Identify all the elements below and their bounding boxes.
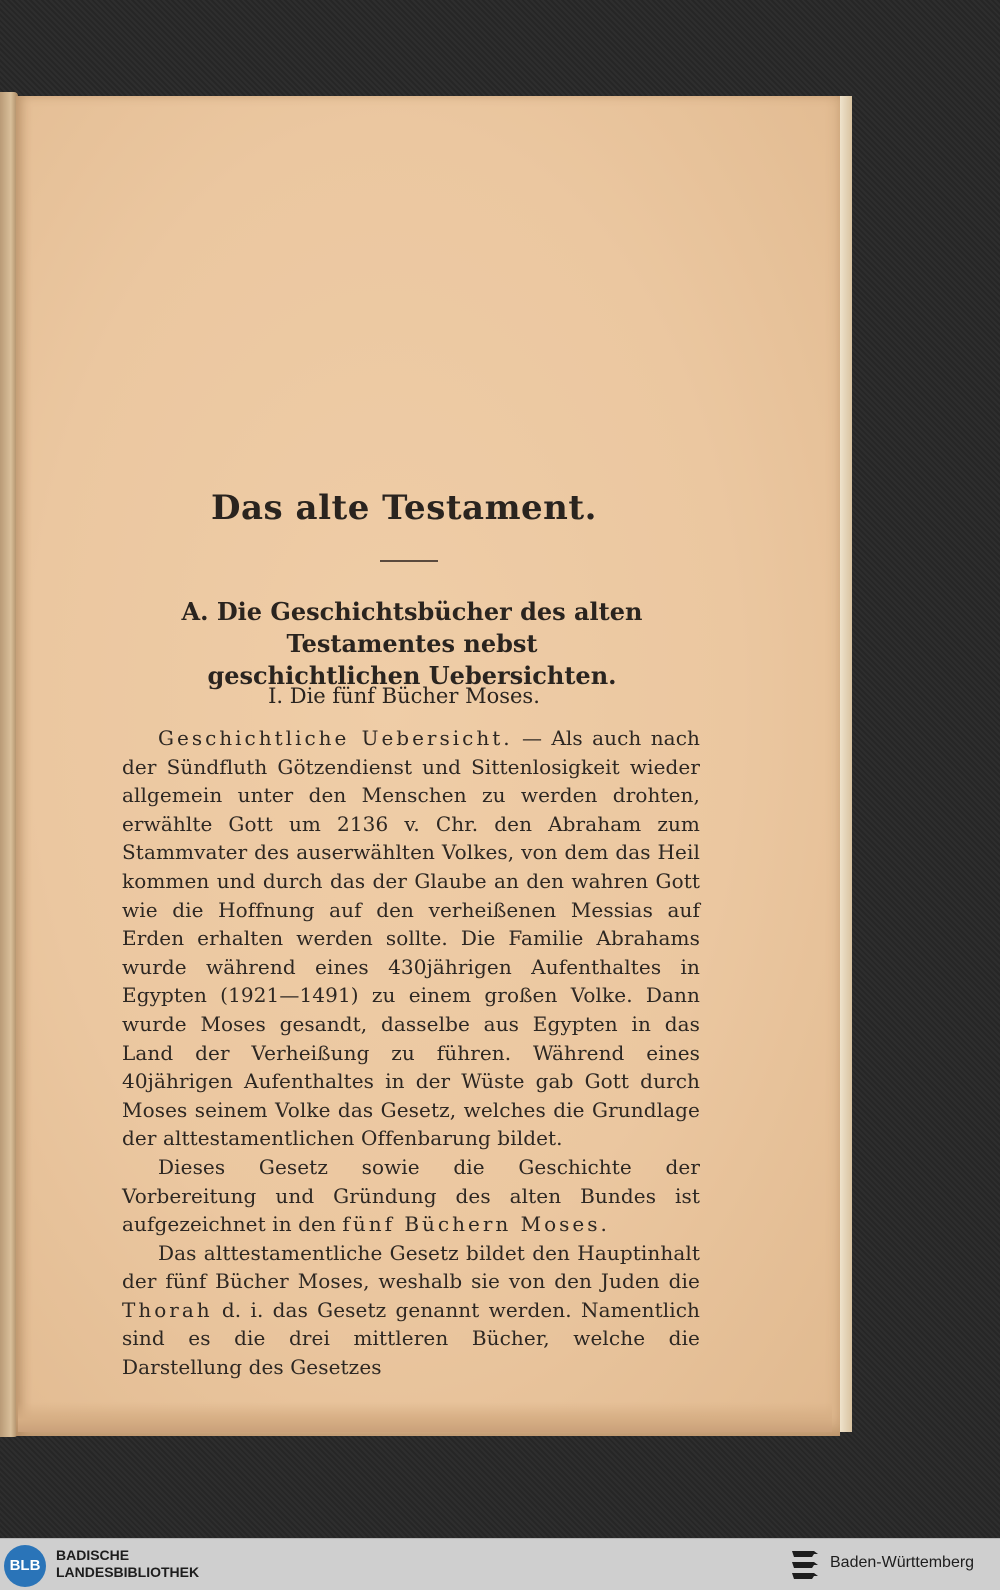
page-bottom-shadow — [18, 1402, 832, 1432]
section-heading-line-2: geschichtlichen Uebersichten. — [207, 661, 617, 690]
footer-bar — [0, 1538, 1000, 1590]
book-page — [16, 96, 840, 1436]
paragraph-2-emphasis: fünf Büchern Moses. — [342, 1212, 610, 1237]
paragraph-3-emphasis: Thorah — [122, 1297, 213, 1322]
paragraph-2 — [122, 1153, 700, 1239]
subsection-heading: I. Die fünf Bücher Moses. — [268, 684, 540, 708]
state-name[interactable]: Baden-Württemberg — [830, 1554, 975, 1571]
section-heading-line-1: A. Die Geschichtsbücher des alten Testamentes nebst — [181, 597, 643, 658]
baden-wuerttemberg-lions-icon — [790, 1547, 822, 1583]
paragraph-2-text: Dieses Gesetz sowie die Geschichte der Vorbereitung und Gründung des alten Bundes ist aufgezeichnet in den — [122, 1154, 700, 1237]
blb-logo-icon[interactable]: BLB — [4, 1545, 46, 1587]
library-name-line-1: BADISCHE — [56, 1547, 130, 1563]
page-title: Das alte Testament. — [211, 488, 597, 528]
section-heading — [120, 596, 704, 692]
library-name-line-2: LANDESBIBLIOTHEK — [56, 1564, 200, 1580]
library-name[interactable] — [56, 1547, 199, 1581]
paragraph-1-lead: Geschichtliche Uebersicht. — [158, 726, 513, 750]
paragraph-3-text-b: d. i. das Gesetz genannt werden. Namentlich sind es die drei mittleren Bücher, welche die Darstellung des Gesetzes — [122, 1297, 700, 1380]
title-divider — [380, 560, 438, 562]
body-text — [122, 724, 700, 1382]
paragraph-3 — [122, 1239, 700, 1382]
paragraph-3-text-a: Das alttestamentliche Gesetz bildet den Hauptinhalt der fünf Bücher Moses, weshalb sie von den Juden die — [122, 1240, 700, 1294]
paragraph-1-text: — Als auch nach der Sündfluth Götzendienst und Sittenlosigkeit wieder allgemein unter den Menschen zu werden drohten, erwählte Gott um 2136 v. Chr. den Abraham zum Stammvater des auserwählten Volkes, von dem das Heil kommen und durch das der Glaube an den wahren Gott wie die Hoffnung auf den verheißenen Messias auf Erden erhalten werden sollte. Die Familie Abrahams wurde während eines 430jährigen Aufenthaltes in Egypten (1921—1491) zu einem großen Volke. Dann wurde Moses gesandt, dasselbe aus Egypten in das Land der Verheißung zu führen. Während eines 40jährigen Aufenthaltes in der Wüste gab Gott durch Moses seinem Volke das Gesetz, welches die Grundlage der alttestamentlichen Offenbarung bildet. — [122, 726, 700, 1151]
paragraph-1 — [122, 724, 700, 1153]
